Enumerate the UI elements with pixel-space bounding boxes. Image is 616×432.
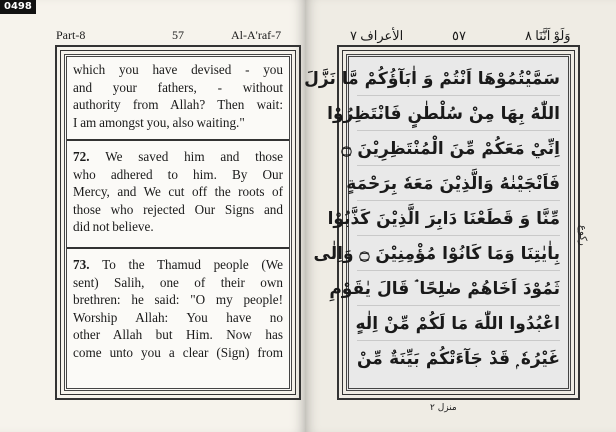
arabic-line: ثَمُوْدَ اَخَاهُمْ صٰلِحًا ۘ قَالَ يٰقَوْمِ [357,273,560,306]
text-line: come unto you a clear (Sign) from [73,344,283,360]
surah-label: Al-A'raf-7 [231,28,282,42]
text-line: and your fathers, - without [73,79,283,95]
manzil-footer: منزل ٢ [430,403,457,413]
verse-number: 73. [73,257,90,272]
text-line: those who rejected Our Signs and [73,201,283,217]
arabic-line: سَمَّيْتُمُوْهَا اَنْتُمْ وَ اٰبَآؤُكُمْ مَّا نَزَّلَ [357,63,560,96]
arabic-panel [304,54,571,391]
ruku-marker: ركوع [577,225,588,246]
text-line: I am amongst you, also waiting." [73,114,245,130]
verse-72 [73,148,283,236]
para-label: وَلَوْ اَنَّنَا ٨ [525,28,571,43]
arabic-line: اِنِّيْ مَعَكُمْ مِّنَ الْمُنْتَظِرِيْنَ ۝ [357,133,560,166]
verse-number: 72. [73,149,90,164]
text-line: Worship Allah: You have no [73,309,283,325]
arabic-line: مِّنَّا وَ قَطَعْنَا دَابِرَ الَّذِيْنَ كَذَّبُوْا [357,203,560,236]
section-divider [67,247,289,249]
text-line: other Allah but Him. Now has [73,327,283,342]
arabic-line: اللّٰهُ بِهَا مِنْ سُلْطٰنٍ فَانْتَظِرُوْا [357,98,560,131]
arabic-page-number: ٥٧ [452,28,466,43]
translation-frame [55,45,301,400]
text-line: sent) Salih, one of their own [73,274,283,290]
paragraph-continued [73,61,283,131]
page-number: 57 [172,28,184,42]
translation-panel [64,54,292,391]
arabic-line: فَاَنْجَيْنٰهُ وَالَّذِيْنَ مَعَهٗ بِرَحْمَةٍ [357,168,560,201]
juz-label: الأعراف ٧ [350,28,404,43]
arabic-frame [304,45,580,400]
verse-73 [73,256,283,361]
arabic-line: بِاٰيٰتِنَا وَمَا كَانُوْا مُؤْمِنِيْنَ ۝ وَاِلٰى [357,238,560,271]
arabic-line: اعْبُدُوا اللّٰهَ مَا لَكُمْ مِّنْ اِلٰهٍ [357,308,560,341]
arabic-text [304,61,566,384]
text-line: which you have devised - you [73,62,283,77]
text-line: Mercy, and We cut off the roots of [73,184,283,199]
text-line: did not believe. [73,219,154,234]
text-line: brethren: he said: "O my people! [73,292,283,307]
image-id-badge: 0498 [0,0,36,14]
section-divider [67,139,289,141]
text-line: 73. To the Thamud people (We [73,257,283,272]
part-label: Part-8 [56,28,86,42]
text-line: authority from Allah? Then wait: [73,97,283,112]
text-line: who adhered to him. By Our [73,166,283,182]
text-line: 72. We saved him and those [73,149,284,164]
arabic-line: غَيْرُهٗ ۭ قَدْ جَآءَتْكُمْ بَيِّنَةٌ مِّنْ [357,349,560,369]
